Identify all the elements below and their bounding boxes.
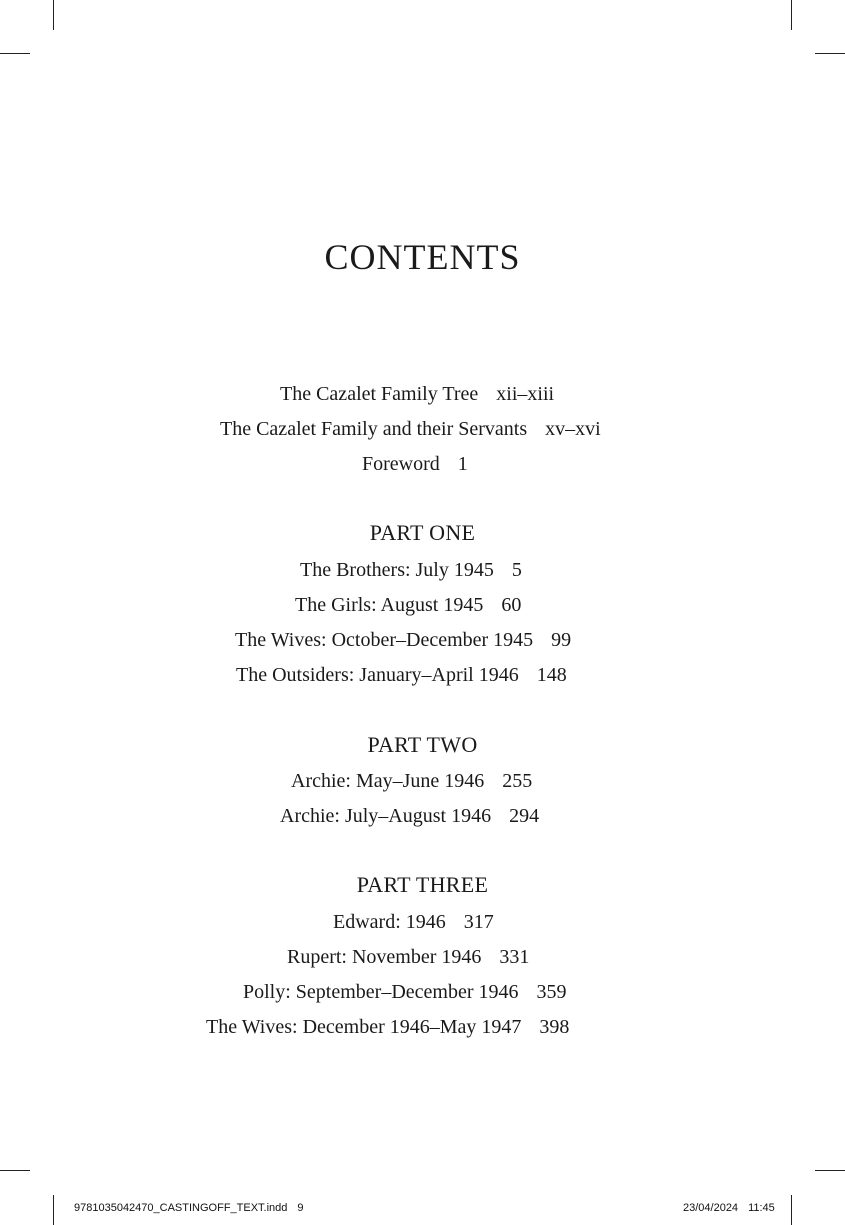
crop-mark-right-top bbox=[815, 53, 845, 54]
part-heading: PART ONE bbox=[369, 520, 476, 545]
toc-entry bbox=[295, 593, 521, 617]
toc-entry-page: xii–xiii bbox=[496, 383, 555, 405]
toc-entry-page: 398 bbox=[539, 1016, 570, 1038]
crop-mark-top-right bbox=[791, 0, 792, 30]
toc-entry-page: 255 bbox=[502, 770, 533, 792]
toc-entry bbox=[235, 628, 571, 652]
slug-date: 23/04/2024 bbox=[683, 1202, 739, 1214]
toc-entry-title: Polly: September–December 1946 bbox=[243, 981, 519, 1003]
toc-entry-page: 60 bbox=[501, 594, 522, 616]
toc-entry-page: 294 bbox=[509, 805, 540, 827]
toc-entry-page: 5 bbox=[511, 559, 522, 581]
toc-entry-title: Archie: July–August 1946 bbox=[280, 805, 492, 827]
toc-entry bbox=[287, 945, 529, 969]
toc-entry-page: 317 bbox=[463, 911, 494, 933]
toc-entry bbox=[220, 417, 601, 441]
slug-file-info bbox=[74, 1202, 304, 1214]
toc-entry-title: Edward: 1946 bbox=[333, 911, 446, 933]
crop-mark-top-left bbox=[53, 0, 54, 30]
toc-entry bbox=[280, 804, 539, 828]
toc-entry bbox=[333, 910, 494, 934]
toc-entry-title: Foreword bbox=[362, 453, 440, 475]
toc-entry-page: 331 bbox=[499, 946, 530, 968]
toc-entry-page: xv–xvi bbox=[545, 418, 601, 440]
crop-mark-left-top bbox=[0, 53, 30, 54]
toc-entry bbox=[362, 452, 468, 476]
toc-entry bbox=[280, 382, 554, 406]
part-heading: PART TWO bbox=[367, 732, 478, 757]
toc-entry bbox=[236, 663, 567, 687]
slug-time: 11:45 bbox=[748, 1202, 775, 1214]
toc-entry-title: Archie: May–June 1946 bbox=[291, 770, 485, 792]
toc-entry-page: 99 bbox=[551, 629, 572, 651]
toc-entry bbox=[300, 558, 522, 582]
toc-entry bbox=[206, 1015, 569, 1039]
crop-mark-left-bottom bbox=[0, 1170, 30, 1171]
slug-filename: 9781035042470_CASTINGOFF_TEXT.indd bbox=[74, 1202, 288, 1214]
toc-entry bbox=[291, 769, 532, 793]
crop-mark-bottom-left bbox=[53, 1195, 54, 1225]
toc-entry-page: 148 bbox=[536, 664, 567, 686]
toc-entry-title: Rupert: November 1946 bbox=[287, 946, 482, 968]
toc-entry-title: The Brothers: July 1945 bbox=[300, 559, 494, 581]
toc-entry-page: 1 bbox=[457, 453, 468, 475]
toc-entry-title: The Wives: December 1946–May 1947 bbox=[206, 1016, 522, 1038]
slug-page-number: 9 bbox=[297, 1202, 304, 1214]
toc-entry-page: 359 bbox=[536, 981, 567, 1003]
slug-timestamp bbox=[683, 1202, 775, 1214]
toc-entry-title: The Cazalet Family Tree bbox=[280, 383, 479, 405]
toc-entry-title: The Outsiders: January–April 1946 bbox=[236, 664, 519, 686]
page-title: CONTENTS bbox=[324, 237, 521, 277]
part-heading: PART THREE bbox=[356, 872, 489, 897]
toc-entry-title: The Girls: August 1945 bbox=[295, 594, 484, 616]
crop-mark-right-bottom bbox=[815, 1170, 845, 1171]
crop-mark-bottom-right bbox=[791, 1195, 792, 1225]
toc-entry-title: The Wives: October–December 1945 bbox=[235, 629, 534, 651]
toc-entry bbox=[243, 980, 567, 1004]
toc-entry-title: The Cazalet Family and their Servants bbox=[220, 418, 528, 440]
